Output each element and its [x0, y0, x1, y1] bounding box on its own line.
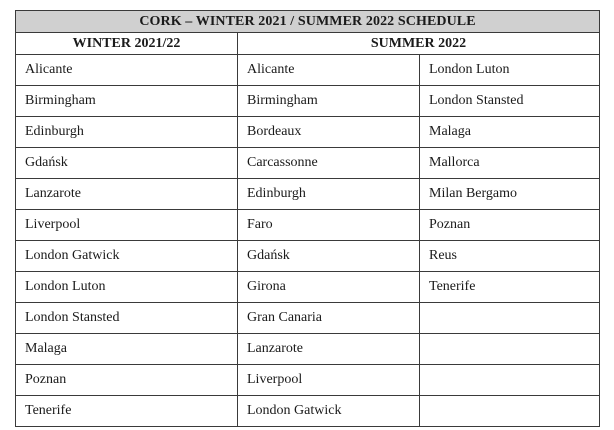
winter-destination: London Luton — [16, 272, 238, 303]
schedule-table — [15, 10, 600, 427]
summer-destination: Tenerife — [420, 272, 600, 303]
title-row — [16, 11, 600, 33]
summer-destination — [420, 365, 600, 396]
summer-destination: Milan Bergamo — [420, 179, 600, 210]
winter-destination: Edinburgh — [16, 117, 238, 148]
summer-destination: London Gatwick — [238, 396, 420, 427]
table-row — [16, 55, 600, 86]
winter-destination: Alicante — [16, 55, 238, 86]
table-row — [16, 179, 600, 210]
table-row — [16, 365, 600, 396]
table-row — [16, 303, 600, 334]
table-row — [16, 86, 600, 117]
winter-header: WINTER 2021/22 — [16, 33, 238, 55]
summer-destination — [420, 303, 600, 334]
summer-destination: Liverpool — [238, 365, 420, 396]
table-row — [16, 210, 600, 241]
winter-destination: Malaga — [16, 334, 238, 365]
table-row — [16, 241, 600, 272]
schedule-title: CORK – WINTER 2021 / SUMMER 2022 SCHEDULE — [16, 11, 600, 33]
table-row — [16, 396, 600, 427]
table-row — [16, 117, 600, 148]
summer-destination: Gran Canaria — [238, 303, 420, 334]
summer-destination: Lanzarote — [238, 334, 420, 365]
summer-destination: Poznan — [420, 210, 600, 241]
summer-destination: Carcassonne — [238, 148, 420, 179]
winter-destination: Liverpool — [16, 210, 238, 241]
summer-destination: Reus — [420, 241, 600, 272]
summer-destination: Faro — [238, 210, 420, 241]
summer-destination: Girona — [238, 272, 420, 303]
winter-destination: Birmingham — [16, 86, 238, 117]
summer-header: SUMMER 2022 — [238, 33, 600, 55]
summer-destination: Edinburgh — [238, 179, 420, 210]
winter-destination: Lanzarote — [16, 179, 238, 210]
summer-destination: Gdańsk — [238, 241, 420, 272]
summer-destination: Mallorca — [420, 148, 600, 179]
summer-destination: Malaga — [420, 117, 600, 148]
summer-destination: Alicante — [238, 55, 420, 86]
summer-destination: London Luton — [420, 55, 600, 86]
table-row — [16, 334, 600, 365]
winter-destination: London Gatwick — [16, 241, 238, 272]
summer-destination: Birmingham — [238, 86, 420, 117]
summer-destination: Bordeaux — [238, 117, 420, 148]
winter-destination: London Stansted — [16, 303, 238, 334]
header-row — [16, 33, 600, 55]
table-row — [16, 272, 600, 303]
summer-destination: London Stansted — [420, 86, 600, 117]
winter-destination: Tenerife — [16, 396, 238, 427]
summer-destination — [420, 334, 600, 365]
winter-destination: Poznan — [16, 365, 238, 396]
summer-destination — [420, 396, 600, 427]
winter-destination: Gdańsk — [16, 148, 238, 179]
table-row — [16, 148, 600, 179]
